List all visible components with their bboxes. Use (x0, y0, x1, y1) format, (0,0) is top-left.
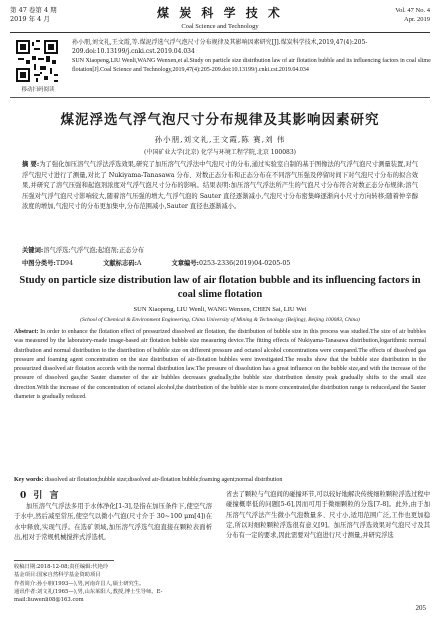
authors-cn: 孙小朋,刘文礼,王文霞,陈 赛,刘 伟 (154, 135, 286, 144)
abstract-en-label: Abstract: (14, 329, 39, 335)
article-title-en: Study on particle size distribution law of air flotation bubble and its influencing factors in coal slime flotation (19, 275, 421, 300)
intro-right-column: 省去了颗粒与气泡间的碰撞环节,可以较好地解决传统细粒颗粒浮选过程中碰撞概率低的问题[5-6],因而可用于微细颗粒的分选[7-8]。此外,由于加压溶气气浮法产生微小气泡数量多、尺寸小,适用范围广泛,工作也更加稳定,所以对细粒颗粒浮选很有意义[9]。加压溶气浮选效果对气泡尺寸及其分布有一定的要求,因此需要对气泡进行尺寸测量,并研究浮选 (226, 491, 430, 540)
date-cn: 2019 年 4 月 (10, 15, 50, 23)
doc-code-value: A (136, 260, 142, 267)
footnotes (14, 563, 226, 604)
citation-cn: 孙小朋,刘文礼,王文霞,等.煤泥浮选气浮气泡尺寸分布规律及其影响因素研究[J].煤炭科学技术,2019,47(4):205-209.doi:10.13199/j.cnki.cst.2019.04.034 (72, 39, 368, 55)
keywords-en-text: dissolved air flotation;bubble size;dissolved air-flotation bubble;foaming agent;normal distribution (45, 477, 283, 483)
keywords-cn (22, 246, 418, 256)
abstract-cn-text: 为了强化加压溶气气浮法浮选效果,研究了加压溶气气浮法中气泡尺寸的分布,通过实验室自制的基于图像法的气浮气泡尺寸测量装置,对气浮气泡尺寸进行了测量,对比了 Nukiyama-Tanasawa 分布、对数正态分布和正态分布在不同溶气压强及停留时间下对气泡尺寸分布的拟合效果,并研究了溶气压强和起泡剂浓度对气浮气泡尺寸分布的影响。结果表明:加压溶气气浮法所产生的气泡尺寸分布符合对数正态分布规律;溶气压强对气浮气泡尺寸影响较大,随着溶气压强的增大,气浮气泡的 Sauter 直径逐渐减小,气泡尺寸分布密集峰逐渐向小尺寸方向转移;随着仲辛醇浓度的增加,气泡尺寸的分布更加集中,分布范围减小,Sauter 直径也逐渐减小。 (22, 161, 418, 210)
header-volume-cn (10, 6, 90, 24)
classification-row (22, 258, 418, 267)
article-title-cn: 煤泥浮选气浮气泡尺寸分布规律及其影响因素研究 (60, 112, 380, 128)
abstract-cn-label: 摘 要: (22, 161, 40, 168)
intro-left-column: 加压溶气气浮法多用于水体净化[1-3],是指在加压条件下,使空气溶于水中,然后减至常压,使空气以微小气泡(尺寸介于 30~100 μm[4])在水中释放,实现气浮。在选矿领域,加压溶气浮选气泡直接在颗粒表面析出,相对于常规机械搅拌式浮选机, (14, 503, 212, 541)
volume-en: Vol. 47 No. 4 (395, 7, 430, 14)
footnote-corresponding: 通讯作者:刘文礼(1965—),男,山东莱阳人,教授,博士生导师。E-mail:liuwenli08@163.com (14, 588, 163, 604)
authors-en: SUN Xiaopeng, LIU Wenli, WANG Wenxen, CHEN Sai, LIU Wei (133, 306, 307, 313)
affiliation-cn: (中国矿业大学(北京) 化学与环境工程学院,北京 100083) (144, 149, 296, 156)
page-number: 205 (415, 604, 426, 612)
date-en: Apr. 2019 (404, 16, 430, 23)
affiliation-en: (School of Chemical & Environment Engineering, China University of Mining & Technology (Beijing), Beijing 100083, China) (80, 317, 360, 323)
doc-code-label: 文献标志码: (103, 260, 137, 267)
header-volume-en (350, 6, 430, 24)
article-number-label: 文章编号: (171, 260, 199, 267)
citation-block (72, 38, 432, 76)
journal-name-en: Coal Science and Technology (181, 23, 259, 30)
keywords-cn-text: 溶气浮选;气浮气泡;起泡剂;正态分布 (43, 247, 145, 254)
citation-divider (10, 97, 430, 98)
qr-caption: 移动扫码阅读 (21, 87, 55, 93)
footnote-divider (14, 560, 114, 561)
keywords-en-label: Key words: (14, 477, 44, 483)
abstract-cn (22, 160, 418, 213)
journal-name-cn: 煤 炭 科 学 技 术 (157, 6, 283, 20)
citation-en: SUN Xiaopeng,LIU Wenli,WANG Wenxen,et al.Study on particle size distribution law of air flotation bubble and its influencing factors in coal slime flotation[J].Coal Science and Technology,2019,47(4):205-209.doi:10.13199/j.cnki.cst.2019.04.034 (72, 58, 431, 73)
clc-label: 中图分类号: (22, 260, 56, 267)
footnote-fund: 基金项目:国家自然科学基金资助项目 (14, 572, 101, 579)
footnote-author: 作者简介:孙小朋(1993—),男,河南许昌人,硕士研究生。 (14, 580, 145, 587)
clc-value: TD94 (55, 260, 74, 267)
article-number-value: 0253-2336(2019)04-0205-05 (198, 260, 291, 267)
journal-masthead (100, 4, 340, 30)
abstract-en-text: In order to enhance the flotation effect of pressurized dissolved air flotation, the distribution of bubble size in this process was studied.The size of air bubbles was measured by the laboratory-made image-based air flotation bubble size measuring device.The fitting effects of Nukiyama-Tanasawa distribution,logarithmic normal distribution and normal distribution to the distribution of bubble size on different pressure and octanol alcohol concentrations were compared.The effects of dissolved gas pressure and foaming agent concentration on the size distribution of air-flotation bubbles were investigated.The results show that the bubble size distribution in the pressurized dissolved air flotation accords with the normal distribution law.The pressure of dissolution has a great influence on the bubble size,and with the increase of the pressure of dissolved gas,the Sauter diameter of the air bubbles decreases gradually,the bubble size distribution density peak gradually shifts to the small size direction.With the increase of the concentration of octanol alcohol,the distribution of the bubble size is more concentrated,the distribution range is reduced,and the Sauter diameter is gradually reduced. (14, 329, 427, 401)
keywords-en (14, 476, 426, 485)
footnote-received: 收稿日期:2018-12-08;责任编辑:代艳玲 (14, 564, 109, 570)
keywords-cn-label: 关键词: (22, 247, 44, 254)
volume-cn: 第 47 卷第 4 期 (10, 6, 57, 14)
abstract-en (14, 328, 426, 402)
header-divider (10, 32, 430, 33)
section-heading-intro: 0 引 言 (20, 491, 61, 501)
qr-code-icon[interactable] (16, 40, 58, 82)
